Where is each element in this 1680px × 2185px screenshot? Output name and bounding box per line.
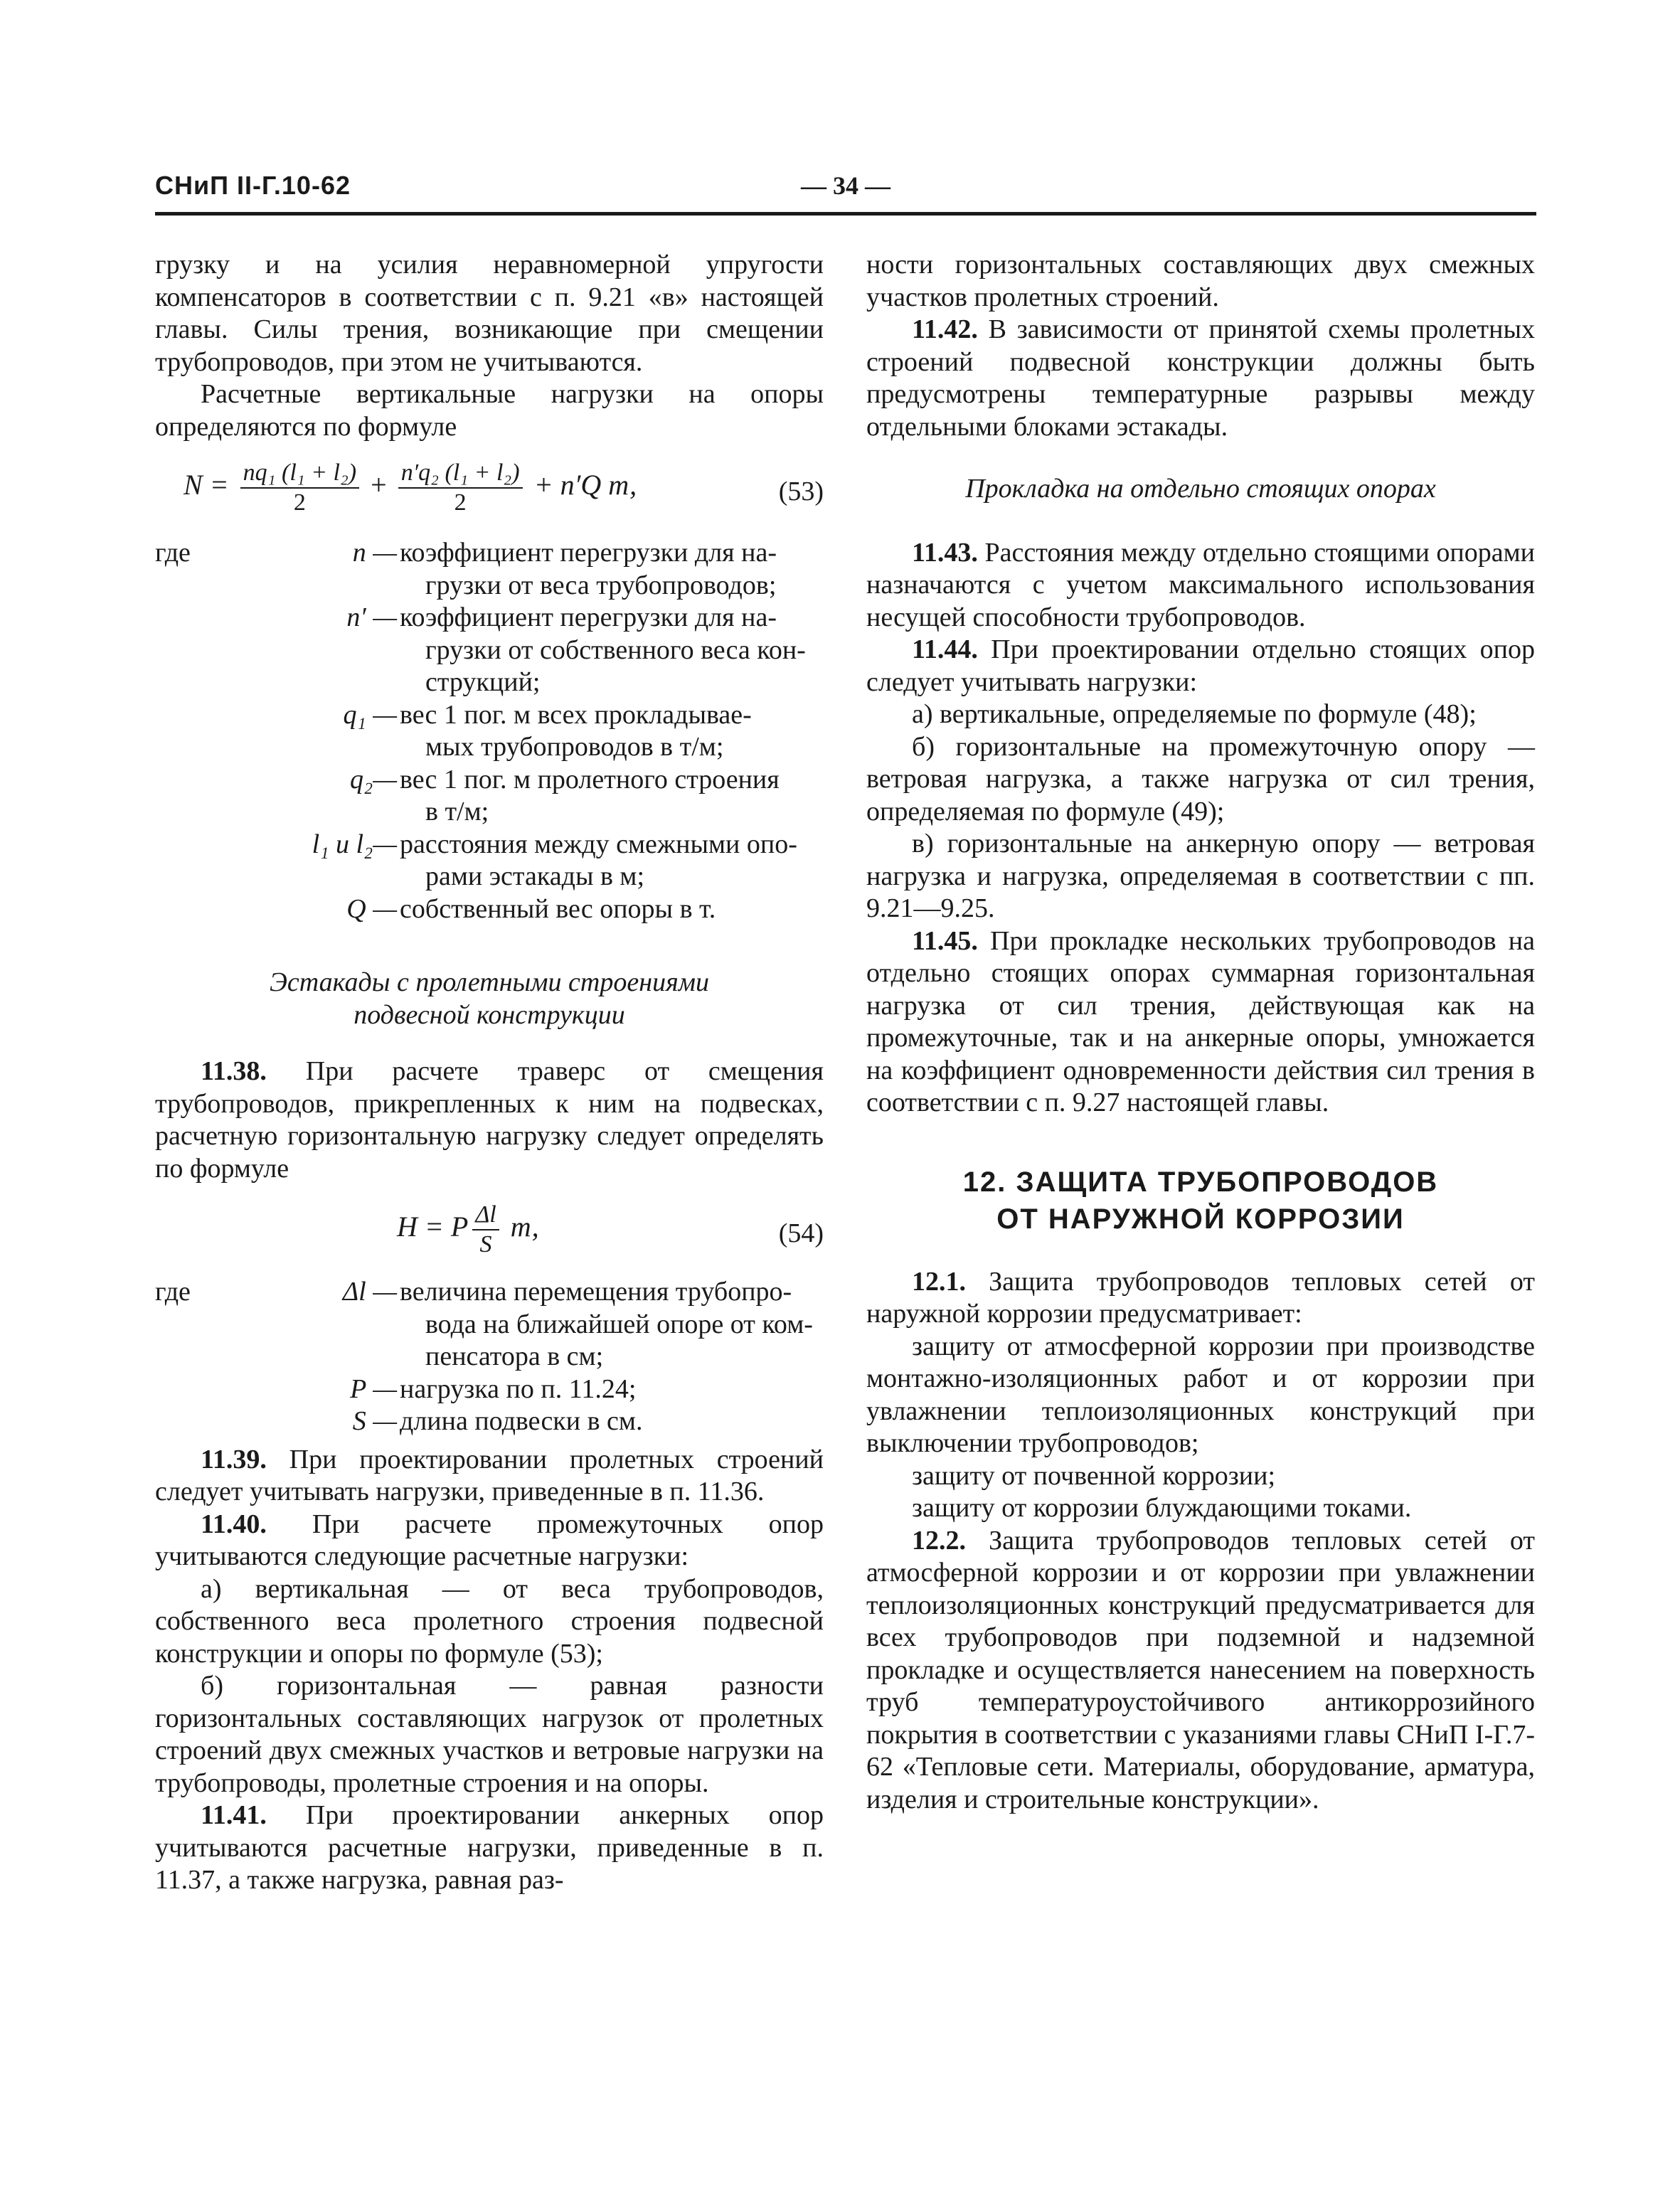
where-label: где [155, 1277, 191, 1307]
paragraph-12-1 [866, 1266, 1535, 1331]
definition-text [400, 1373, 824, 1406]
definition-line: расстояния между смежными опо- [400, 829, 797, 859]
clause-number: 11.40. [201, 1509, 267, 1539]
list-item: в) горизонтальные на анкерную опору — ветровая нагрузка и нагрузка, определяемая в соответствии с пп. 9.21—9.25. [866, 829, 1535, 923]
clause-text: Расстояния между отдельно стоящими опорами назначаются с учетом максимального использования несущей способности трубопроводов. [866, 537, 1535, 632]
paragraph-12-2 [866, 1525, 1535, 1817]
subsection-heading: Эстакады с пролетными строениями подвесной конструкции [270, 967, 709, 1030]
definition-text [400, 893, 824, 926]
clause-text: При проектировании отдельно стоящих опор следует учитывать нагрузки: [866, 634, 1535, 697]
section-title-line: 12. ЗАЩИТА ТРУБОПРОВОДОВ [962, 1166, 1439, 1198]
definition-row [155, 602, 824, 699]
document-code: СНиП II-Г.10-62 [155, 171, 351, 200]
formula-tail: + n′Q т, [533, 469, 637, 501]
definition-line: собственный вес опоры в т. [400, 893, 716, 924]
clause-text: При проектировании анкерных опор учитываются расчетные нагрузки, приведенные в п. 11.37, а также нагрузка, равная раз- [155, 1800, 824, 1895]
paragraph: грузку и на усилия неравномерной упругости компенсаторов в соответствии с п. 9.21 «в» настоящей главы. Силы трения, возникающие при смещении трубопроводов, при этом не учитываются. [155, 250, 824, 377]
definition-row [155, 1405, 824, 1438]
definitions-54 [155, 1276, 824, 1438]
paragraph: Расчетные вертикальные нагрузки на опоры определяются по формуле [155, 379, 824, 442]
list-item: а) вертикальные, определяемые по формуле (48); [912, 699, 1477, 729]
definitions-53 [155, 537, 824, 925]
definition-line: пенсатора в см; [425, 1341, 604, 1371]
fraction [472, 1201, 499, 1259]
where-label: где [155, 538, 191, 568]
clause-number: 11.38. [201, 1056, 267, 1086]
list-item: защиту от коррозии блуждающими токами. [912, 1493, 1412, 1523]
right-column [866, 249, 1535, 1816]
definition-symbol: Q — [346, 893, 397, 924]
where-label [155, 699, 248, 764]
formula-54 [155, 1198, 824, 1266]
definition-symbol: P — [350, 1373, 397, 1404]
definition-text [400, 699, 824, 764]
header-rule [155, 212, 1536, 216]
paragraph-11-42 [866, 314, 1535, 443]
paragraph: ности горизонтальных составляющих двух смежных участков пролетных строений. [866, 250, 1535, 312]
fraction-numerator: nq₁ (l₁ + l₂) [240, 459, 359, 489]
clause-number: 12.1. [912, 1266, 966, 1297]
clause-text: Защита трубопроводов тепловых сетей от атмосферной коррозии и от коррозии при увлажнении теплоизоляционных конструкций предусматривается для всех трубопроводов при подземной и надземной прокладке и осуществляется нанесением на поверхность труб температуроустойчивого антикоррозийного покрытия в соответствии с указаниями главы СНиП I-Г.7-62 «Тепловые сети. Материалы, оборудование, арматура, изделия и строительные конструкции». [866, 1525, 1535, 1814]
paragraph-11-40 [155, 1509, 824, 1573]
definition-line: струкций; [425, 667, 541, 697]
definition-row [155, 829, 824, 893]
definition-symbol: n — [352, 538, 397, 568]
definition-line: грузки от веса трубопроводов; [425, 570, 777, 600]
clause-text: Защита трубопроводов тепловых сетей от наружной коррозии предусматривает: [866, 1266, 1535, 1329]
paragraph-11-43 [866, 537, 1535, 634]
fraction-numerator: Δl [472, 1201, 499, 1230]
paragraph-11-44 [866, 634, 1535, 698]
list-item: защиту от почвенной коррозии; [912, 1460, 1276, 1491]
where-label [155, 1405, 248, 1438]
list-item: б) горизонтальная — равная разности горизонтальных составляющих нагрузок от пролетных строений двух смежных участков и ветровые нагрузки на трубопроводы, пролетные строения и на опоры. [155, 1671, 824, 1798]
definition-row [155, 699, 824, 764]
definition-symbol: Δl — [342, 1277, 397, 1307]
definition-line: рами эстакады в м; [425, 861, 645, 891]
clause-number: 12.2. [912, 1525, 966, 1556]
definition-line: в т/м; [425, 797, 489, 826]
definition-text [400, 1405, 824, 1438]
formula-lhs: N = [184, 469, 229, 501]
list-item: б) горизонтальные на промежуточную опору — ветровая нагрузка, а также нагрузка от сил трения, определяемая по формуле (49); [866, 731, 1535, 826]
definition-line: вода на ближайшей опоре от ком- [425, 1309, 813, 1339]
definition-row [155, 1373, 824, 1406]
where-label [155, 602, 248, 699]
definition-line: длина подвески в см. [400, 1406, 643, 1436]
definition-line: мых трубопроводов в т/м; [425, 732, 724, 762]
list-item: а) вертикальная — от веса трубопроводов, собственного веса пролетного строения подвесной конструкции и опоры по формуле (53); [155, 1573, 824, 1669]
fraction [240, 459, 359, 517]
clause-number: 11.41. [201, 1800, 267, 1830]
paragraph-11-39 [155, 1444, 824, 1509]
fraction-denominator: S [479, 1231, 492, 1258]
definition-line: грузки от собственного веса кон- [425, 634, 806, 665]
fraction-denominator: 2 [293, 489, 306, 516]
definition-text [400, 602, 824, 699]
section-title [866, 1164, 1535, 1238]
definition-row [155, 764, 824, 829]
definition-line: нагрузка по п. 11.24; [400, 1373, 637, 1404]
definition-text [400, 764, 824, 829]
subsection-heading: Прокладка на отдельно стоящих опорах [965, 474, 1436, 504]
definition-line: вес 1 пог. м пролетного строения [400, 764, 780, 794]
definition-symbol: q₁ — [343, 699, 397, 730]
definition-symbol: n′ — [346, 602, 397, 632]
definition-line: величина перемещения трубопро- [400, 1277, 792, 1307]
section-title-line: ОТ НАРУЖНОЙ КОРРОЗИИ [996, 1203, 1405, 1235]
definition-symbol: q₂— [350, 764, 397, 794]
definition-line: вес 1 пог. м всех прокладывае- [400, 699, 752, 730]
clause-text: При расчете промежуточных опор учитываются следующие расчетные нагрузки: [155, 1509, 824, 1571]
definition-text [400, 537, 824, 602]
where-label [155, 764, 248, 829]
formula-53-expression [184, 459, 637, 517]
fraction-numerator: n′q₂ (l₁ + l₂) [398, 459, 523, 489]
formula-54-expression [397, 1201, 539, 1259]
page-number: — 34 — [801, 171, 890, 200]
where-label [155, 1373, 248, 1406]
definition-row [155, 893, 824, 926]
paragraph-11-41 [155, 1799, 824, 1897]
plus-sign: + [371, 469, 387, 501]
where-label [155, 893, 248, 926]
definition-row [155, 537, 824, 602]
formula-tail: т, [510, 1211, 539, 1243]
where-label [155, 829, 248, 893]
definition-text [400, 1276, 824, 1373]
formula-lhs: H = P [397, 1211, 469, 1243]
formula-number: (53) [778, 477, 824, 506]
fraction [398, 459, 523, 517]
list-item: защиту от атмосферной коррозии при производстве монтажно-изоляционных работ и от коррозии при увлажнении теплоизоляционных конструкций при выключении трубопроводов; [866, 1331, 1535, 1458]
clause-number: 11.45. [912, 925, 978, 956]
clause-number: 11.39. [201, 1444, 267, 1474]
fraction-denominator: 2 [454, 489, 467, 516]
definition-symbol: S — [352, 1406, 397, 1436]
clause-text: При прокладке нескольких трубопроводов на отдельно стоящих опорах суммарная горизонтальная нагрузка от сил трения, действующая как на промежуточные, так и на анкерные опоры, умножается на коэффициент одновременности действия сил трения в соответствии с п. 9.27 настоящей главы. [866, 925, 1535, 1117]
clause-number: 11.42. [912, 314, 978, 344]
clause-text: В зависимости от принятой схемы пролетных строений подвесной конструкции должны быть предусмотрены температурные разрывы между отдельными блоками эстакады. [866, 314, 1535, 442]
clause-text: При проектировании пролетных строений следует учитывать нагрузки, приведенные в п. 11.36. [155, 1444, 824, 1506]
page-header [155, 171, 1536, 213]
clause-number: 11.43. [912, 537, 978, 568]
clause-number: 11.44. [912, 634, 978, 664]
paragraph-11-45 [866, 925, 1535, 1120]
definition-line: коэффициент перегрузки для на- [400, 602, 777, 632]
definition-row [155, 1276, 824, 1373]
formula-number: (54) [778, 1218, 824, 1248]
left-column [155, 249, 824, 1897]
definition-symbol: l₁ и l₂— [312, 829, 397, 859]
definition-text [400, 829, 824, 893]
formula-53 [155, 456, 824, 527]
definition-line: коэффициент перегрузки для на- [400, 538, 777, 568]
paragraph-11-38 [155, 1056, 824, 1185]
clause-text: При расчете траверс от смещения трубопроводов, прикрепленных к ним на подвесках, расчетную горизонтальную нагрузку следует определять по формуле [155, 1056, 824, 1184]
